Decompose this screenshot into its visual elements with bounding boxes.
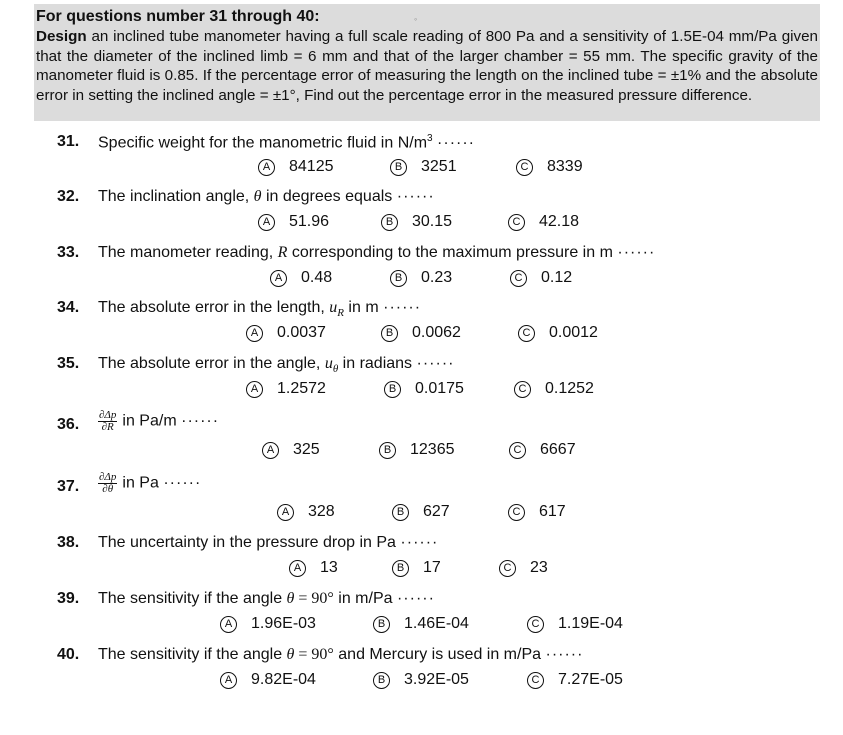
option-b-icon: B xyxy=(373,672,390,689)
option-a-icon: A xyxy=(270,270,287,287)
option-35-a[interactable]: A 1.2572 xyxy=(246,380,326,398)
question-number-34: 34. xyxy=(57,299,80,316)
question-number-31: 31. xyxy=(57,133,80,150)
option-33-c[interactable]: C 0.12 xyxy=(510,269,572,287)
question-number-37: 37. xyxy=(57,478,80,495)
question-text-34: The absolute error in the length, $u_R$ in m ······ xyxy=(98,299,422,320)
option-40-a[interactable]: A 9.82E-04 xyxy=(220,671,316,689)
option-37-b[interactable]: B 627 xyxy=(392,503,450,521)
option-c-icon: C xyxy=(508,214,525,231)
option-a-icon: A xyxy=(258,159,275,176)
option-b-icon: B xyxy=(379,442,396,459)
option-b-icon: B xyxy=(392,560,409,577)
option-39-c[interactable]: C 1.19E-04 xyxy=(527,615,623,633)
option-c-icon: C xyxy=(518,325,535,342)
option-34-a[interactable]: A 0.0037 xyxy=(246,324,326,342)
problem-heading: For questions number 31 through 40: xyxy=(36,8,320,25)
option-c-icon: C xyxy=(527,616,544,633)
option-38-a[interactable]: A 13 xyxy=(289,559,338,577)
option-a-icon: A xyxy=(220,616,237,633)
option-c-icon: C xyxy=(508,504,525,521)
option-36-b[interactable]: B 12365 xyxy=(379,441,455,459)
option-b-icon: B xyxy=(392,504,409,521)
option-b-icon: B xyxy=(390,270,407,287)
partial-derivative-fraction: $\frac{\partial\Delta p}{\partial R}$ xyxy=(99,409,117,433)
question-text-32: The inclination angle, θ in degrees equals ······ xyxy=(98,188,435,205)
option-33-b[interactable]: B 0.23 xyxy=(390,269,452,287)
option-b-icon: B xyxy=(384,381,401,398)
option-a-icon: A xyxy=(262,442,279,459)
option-39-b[interactable]: B 1.46E-04 xyxy=(373,615,469,633)
small-circle-mark: ◦ xyxy=(414,14,418,24)
option-31-a[interactable]: A 84125 xyxy=(258,158,334,176)
option-34-c[interactable]: C 0.0012 xyxy=(518,324,598,342)
option-37-c[interactable]: C 617 xyxy=(508,503,566,521)
question-number-40: 40. xyxy=(57,646,80,663)
option-a-icon: A xyxy=(246,381,263,398)
problem-text xyxy=(34,27,820,105)
option-40-b[interactable]: B 3.92E-05 xyxy=(373,671,469,689)
question-text-31: Specific weight for the manometric fluid in $N/m^3$ ······ xyxy=(98,133,475,152)
option-c-icon: C xyxy=(527,672,544,689)
question-text-33: The manometer reading, R corresponding to the maximum pressure in m ······ xyxy=(98,244,656,261)
option-a-icon: A xyxy=(258,214,275,231)
option-32-b[interactable]: B 30.15 xyxy=(381,213,452,231)
option-38-b[interactable]: B 17 xyxy=(392,559,441,577)
option-36-c[interactable]: C 6667 xyxy=(509,441,576,459)
option-b-icon: B xyxy=(381,325,398,342)
option-c-icon: C xyxy=(516,159,533,176)
question-text-40: The sensitivity if the angle θ = 90° and Mercury is used in m/Pa ······ xyxy=(98,646,584,663)
option-b-icon: B xyxy=(373,616,390,633)
problem-lead-word: Design xyxy=(36,28,87,45)
option-31-b[interactable]: B 3251 xyxy=(390,158,457,176)
option-c-icon: C xyxy=(514,381,531,398)
option-40-c[interactable]: C 7.27E-05 xyxy=(527,671,623,689)
option-c-icon: C xyxy=(509,442,526,459)
option-a-icon: A xyxy=(277,504,294,521)
problem-statement-box xyxy=(34,4,820,121)
option-a-icon: A xyxy=(220,672,237,689)
option-c-icon: C xyxy=(510,270,527,287)
option-34-b[interactable]: B 0.0062 xyxy=(381,324,461,342)
question-text-39: The sensitivity if the angle θ = 90° in m/Pa ······ xyxy=(98,590,435,607)
question-number-39: 39. xyxy=(57,590,80,607)
option-c-icon: C xyxy=(499,560,516,577)
option-36-a[interactable]: A 325 xyxy=(262,441,320,459)
partial-derivative-fraction: $\frac{\partial\Delta p}{\partial\theta}$ xyxy=(99,471,117,495)
question-number-33: 33. xyxy=(57,244,80,261)
option-b-icon: B xyxy=(390,159,407,176)
option-39-a[interactable]: A 1.96E-03 xyxy=(220,615,316,633)
option-38-c[interactable]: C 23 xyxy=(499,559,548,577)
option-32-c[interactable]: C 42.18 xyxy=(508,213,579,231)
question-text-36: $\frac{\partial\Delta p}{\partial R}$ in Pa/m ······ xyxy=(99,409,220,433)
question-number-36: 36. xyxy=(57,416,80,433)
question-text-38: The uncertainty in the pressure drop in Pa ······ xyxy=(98,534,439,551)
question-text-35: The absolute error in the angle, $u_\theta$ in radians ······ xyxy=(98,355,455,376)
option-a-icon: A xyxy=(289,560,306,577)
option-33-a[interactable]: A 0.48 xyxy=(270,269,332,287)
option-b-icon: B xyxy=(381,214,398,231)
option-a-icon: A xyxy=(246,325,263,342)
problem-body: an inclined tube manometer having a full scale reading of 800 Pa and a sensitivity of 1.5E-04 mm/Pa given that the diameter of the inclined limb = 6 mm and that of the larger chamber = 55 mm. The specific gravity of the manometer fluid is 0.85. If the percentage error of measuring the length on the inclined tube = ±1% and the absolute error in setting the inclined angle = ±1°, Find out the percentage error in the measured pressure difference. xyxy=(36,28,818,104)
question-number-38: 38. xyxy=(57,534,80,551)
option-35-b[interactable]: B 0.0175 xyxy=(384,380,464,398)
question-number-32: 32. xyxy=(57,188,80,205)
question-text-37: $\frac{\partial\Delta p}{\partial\theta}$ in Pa ······ xyxy=(99,471,202,495)
option-31-c[interactable]: C 8339 xyxy=(516,158,583,176)
option-35-c[interactable]: C 0.1252 xyxy=(514,380,594,398)
option-37-a[interactable]: A 328 xyxy=(277,503,335,521)
option-32-a[interactable]: A 51.96 xyxy=(258,213,329,231)
question-number-35: 35. xyxy=(57,355,80,372)
